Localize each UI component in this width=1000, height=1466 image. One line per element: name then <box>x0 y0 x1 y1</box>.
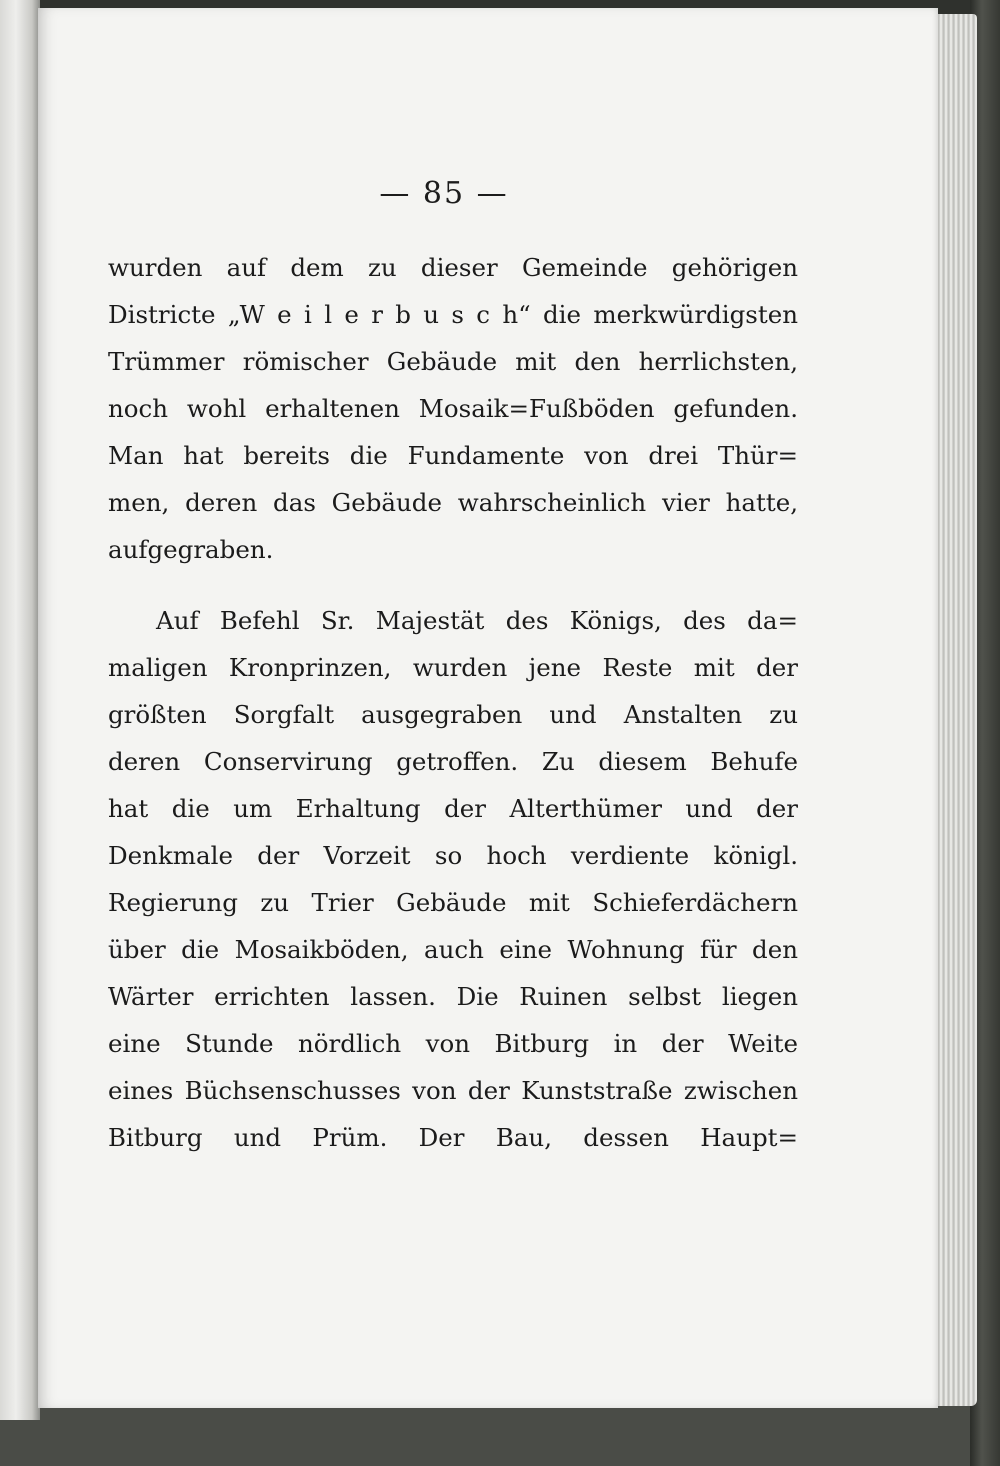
text-line: größten Sorgfalt ausgegraben und Anstalten zu <box>108 700 798 729</box>
text-line: Man hat bereits die Fundamente von drei Thür= <box>108 441 798 470</box>
text-line: aufgegraben. <box>108 535 274 564</box>
text-line: Bitburg und Prüm. Der Bau, dessen Haupt= <box>108 1123 798 1152</box>
text-line: maligen Kronprinzen, wurden jene Reste mit der <box>108 653 798 682</box>
text-line: Districte „W e i l e r b u s c h“ die merkwürdigsten <box>108 300 798 329</box>
text-line: Wärter errichten lassen. Die Ruinen selbst liegen <box>108 982 798 1011</box>
text-line: wurden auf dem zu dieser Gemeinde gehörigen <box>108 253 798 282</box>
text-line: Auf Befehl Sr. Majestät des Königs, des da= <box>156 606 798 635</box>
text-line: Regierung zu Trier Gebäude mit Schieferdächern <box>108 888 798 917</box>
text-line: noch wohl erhaltenen Mosaik=Fußböden gefunden. <box>108 394 798 423</box>
facing-page-edge <box>0 0 40 1420</box>
book-page <box>38 8 938 1408</box>
page-body-text <box>108 244 798 1161</box>
background-bottom <box>0 1406 1000 1466</box>
text-line: Trümmer römischer Gebäude mit den herrlichsten, <box>108 347 798 376</box>
text-line: eine Stunde nördlich von Bitburg in der Weite <box>108 1029 798 1058</box>
paragraph-gap <box>108 573 798 597</box>
text-line: deren Conservirung getroffen. Zu diesem Behufe <box>108 747 798 776</box>
text-line: hat die um Erhaltung der Alterthümer und der <box>108 794 798 823</box>
text-line: über die Mosaikböden, auch eine Wohnung für den <box>108 935 798 964</box>
page-number: — 85 — <box>379 176 509 211</box>
text-line: eines Büchsenschusses von der Kunststraße zwischen <box>108 1076 798 1105</box>
text-line: men, deren das Gebäude wahrscheinlich vier hatte, <box>108 488 798 517</box>
text-line: Denkmale der Vorzeit so hoch verdiente königl. <box>108 841 798 870</box>
